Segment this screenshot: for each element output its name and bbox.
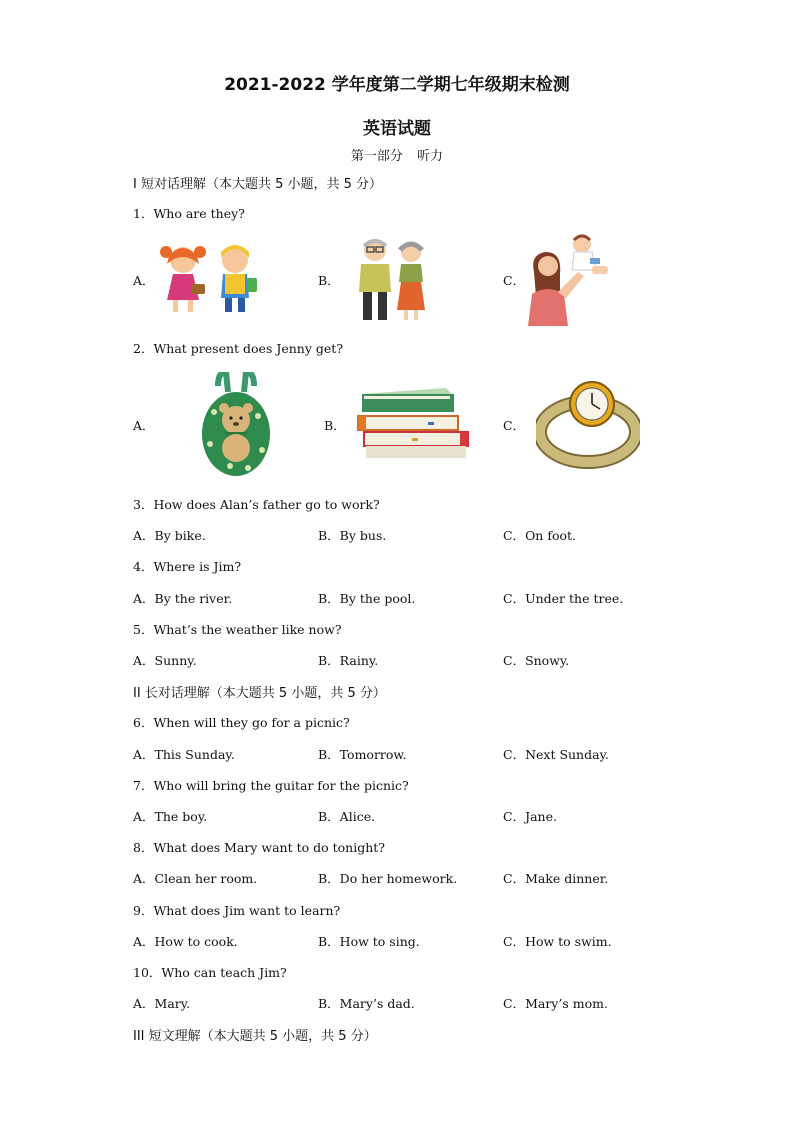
question-2: 2．What present does Jenny get? bbox=[133, 341, 344, 356]
option-6b: B．Tomorrow. bbox=[318, 747, 407, 762]
section-2-heading: II 长对话理解（本大题共 5 小题，共 5 分） bbox=[133, 686, 386, 701]
question-3: 3．How does Alan’s father go to work? bbox=[133, 497, 380, 512]
option-4c: C．Under the tree. bbox=[503, 591, 624, 606]
option-3a: A．By bike. bbox=[133, 528, 206, 543]
question-6: 6．When will they go for a picnic? bbox=[133, 715, 350, 730]
option-9c: C．How to swim. bbox=[503, 934, 612, 949]
watch-image bbox=[536, 376, 640, 470]
option-6a: A．This Sunday. bbox=[133, 747, 235, 762]
option-6c: C．Next Sunday. bbox=[503, 747, 609, 762]
grandparents-image bbox=[355, 236, 435, 322]
option-7b: B．Alice. bbox=[318, 809, 376, 824]
question-7: 7．Who will bring the guitar for the picnic? bbox=[133, 778, 409, 793]
option-1c: C． bbox=[503, 273, 526, 288]
option-10c: C．Mary’s mom. bbox=[503, 996, 608, 1011]
option-5b: B．Rainy. bbox=[318, 653, 379, 668]
mother-baby-image bbox=[526, 232, 612, 326]
option-4a: A．By the river. bbox=[133, 591, 233, 606]
exam-title: 2021-2022 学年度第二学期七年级期末检测 bbox=[224, 75, 570, 95]
option-8b: B．Do her homework. bbox=[318, 871, 458, 886]
subject-title: 英语试题 bbox=[363, 119, 431, 139]
section-1-heading: I 短对话理解（本大题共 5 小题，共 5 分） bbox=[133, 177, 383, 192]
option-7a: A．The boy. bbox=[133, 809, 208, 824]
question-1: 1．Who are they? bbox=[133, 206, 245, 221]
option-10b: B．Mary’s dad. bbox=[318, 996, 415, 1011]
option-10a: A．Mary. bbox=[133, 996, 191, 1011]
question-4: 4．Where is Jim? bbox=[133, 559, 242, 574]
option-5c: C．Snowy. bbox=[503, 653, 570, 668]
backpack-image bbox=[200, 372, 272, 478]
question-5: 5．What’s the weather like now? bbox=[133, 622, 342, 637]
part-title: 第一部分 听力 bbox=[350, 149, 444, 164]
section-3-heading: III 短文理解（本大题共 5 小题，共 5 分） bbox=[133, 1029, 377, 1044]
option-9a: A．How to cook. bbox=[133, 934, 238, 949]
option-4b: B．By the pool. bbox=[318, 591, 416, 606]
question-10: 10．Who can teach Jim? bbox=[133, 965, 287, 980]
kids-image bbox=[155, 238, 265, 318]
option-2b: B． bbox=[324, 418, 346, 433]
option-1b: B． bbox=[318, 273, 340, 288]
option-8c: C．Make dinner. bbox=[503, 871, 609, 886]
question-9: 9．What does Jim want to learn? bbox=[133, 903, 341, 918]
option-3b: B．By bus. bbox=[318, 528, 387, 543]
question-8: 8．What does Mary want to do tonight? bbox=[133, 840, 385, 855]
option-3c: C．On foot. bbox=[503, 528, 577, 543]
option-2a: A． bbox=[133, 418, 155, 433]
option-1a: A． bbox=[133, 273, 155, 288]
option-5a: A．Sunny. bbox=[133, 653, 197, 668]
option-8a: A．Clean her room. bbox=[133, 871, 258, 886]
option-9b: B．How to sing. bbox=[318, 934, 420, 949]
option-2c: C． bbox=[503, 418, 526, 433]
option-7c: C．Jane. bbox=[503, 809, 557, 824]
books-image bbox=[352, 384, 472, 462]
